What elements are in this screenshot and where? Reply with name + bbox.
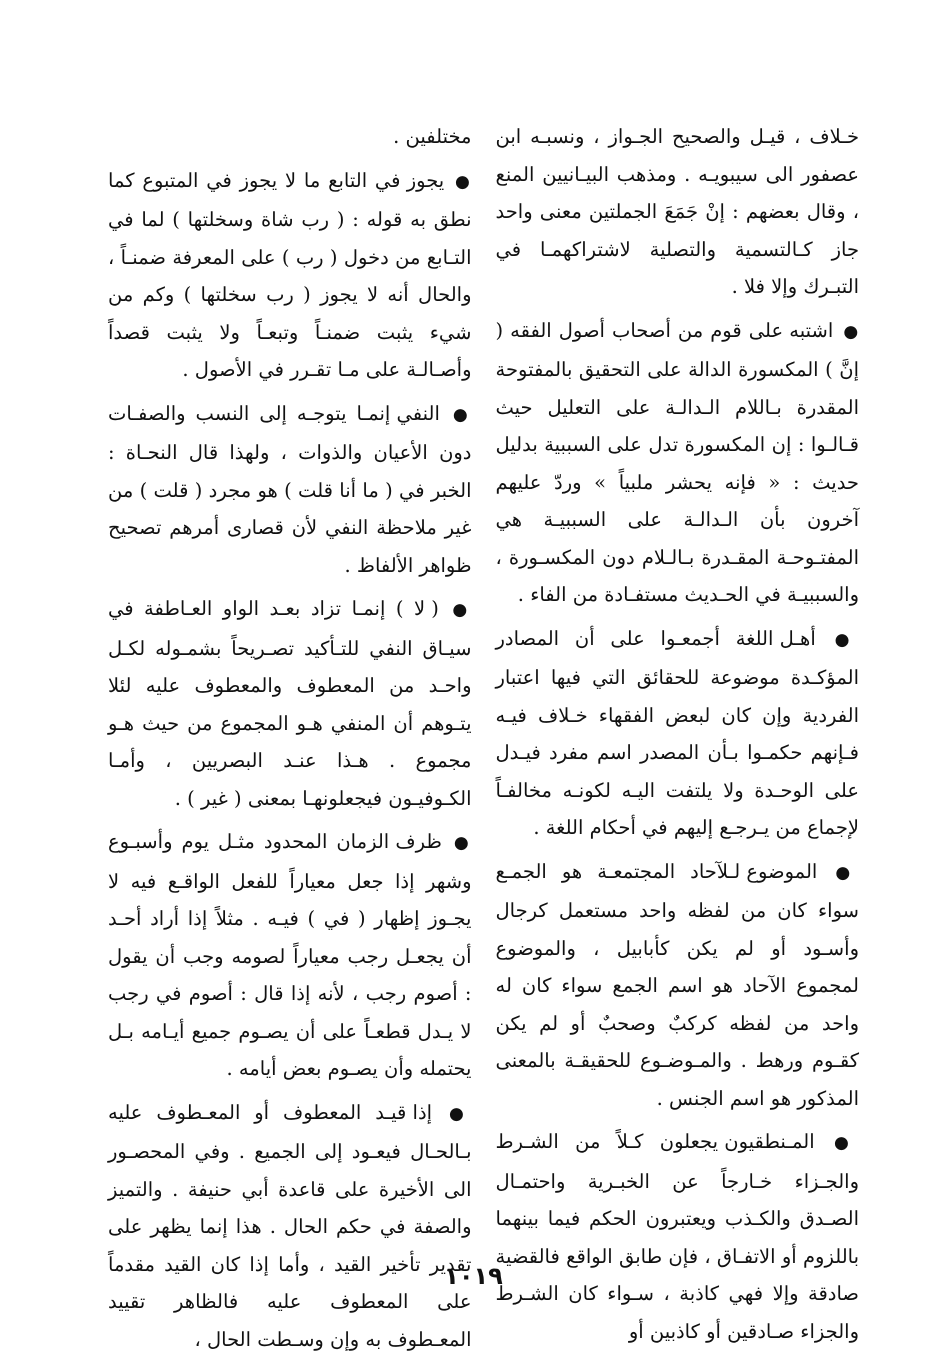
paragraph-text: يجوز في التابع ما لا يجوز في المتبوع كما نطق به قوله : ( رب شاة وسخلتها ) لما في التـابع من دخول ( رب ) على المعرفة ضمنـاً ، والحال أنه لا يجوز ( رب سخلتها ) وكم من شيء يثبت ضمنـاً وتبعـاً ولا يثبت قصداً وأصـالـة على مـا تقـرر في الأصول . (108, 169, 472, 382)
paragraph-text: ظرف الزمان المحدود مثـل يوم وأسبـوع وشهر إذا جعل معياراً للفعل الواقـع فيه لا يجـوز إظهار ( في ) فيـه . مثلاً إذا أراد أحـد أن يجعـل رجب معياراً لصومه وجب أن يقول : أصوم رجب ، لأنه إذا قال : أصوم في رجب لا يـدل قطعـاً على أن يصـوم جميع أيـامه بـل يحتمله وأن يصـوم بعض أيامه . (108, 830, 472, 1080)
bullet-icon: ● (834, 1133, 859, 1153)
paragraph (108, 162, 472, 389)
paragraph (108, 590, 472, 817)
paragraph-text: اشتبه على قوم من أصحاب أصول الفقه ( إنَّ ) المكسورة الدالة على التحقيق بالمفتوحة المقدرة بـاللام الـدالـة على التعليل حيث قـالـوا : إن المكسورة تدل على السببية بدليل حديث : « فإنه يحشر ملبياً » وردّ عليهم آخرون بأن الـدالـة على السببيـة هي المفتـوحـة المقـدرة بـالـلام دون المكسـورة ، والسببيـة في الحـديث مستفـادة من الفاء . (496, 319, 860, 607)
bullet-icon: ● (449, 1104, 472, 1124)
paragraph-text: ( لا ) إنمـا تزاد بعـد الواو العـاطفة في سيـاق النفي للتـأكيد تصـريحاً بشمـوله لكـل واحـد من المعطوف والمعطوف عليه لئلا يتـوهم أن المنفي هـو المجموع من حيث هـو مجموع . هـذا عنـد البصريين ، وأمـا الكـوفيـون فيجعلونهـا بمعنى ( غير ) . (108, 597, 472, 810)
bullet-icon: ● (843, 322, 859, 342)
bullet-icon: ● (835, 630, 859, 650)
paragraph (108, 395, 472, 585)
paragraph (496, 620, 860, 847)
paragraph (496, 312, 860, 614)
paragraph (108, 118, 472, 156)
bullet-icon: ● (453, 405, 472, 425)
paragraph (496, 1123, 860, 1350)
paragraph-text: المـنطقيون يجعلون كـلاً من الشـرط والجـزاء خـارجاً عن الخبـرية واحتمـال الصـدق والكـذب ويعتبرون الحكم فيما بينهما باللزوم أو الاتفـاق ، فإن طابق الواقع فالقضية صادقة وإلا فهي كاذبة ، سـواء كان الشـرط والجزاء صـادقين أو كاذبين أو (496, 1130, 860, 1343)
paragraph (496, 853, 860, 1118)
paragraph-text: إذا قيـد المعطوف أو المعـطوف عليه بـالحـال فيعـود إلى الجميع . وفي المحصـور الى الأخيرة على قاعدة أبي حنيفة . والتميز والصفة في حكم الحال . هذا إنما يظهر على تقدير تأخير القيد ، وأما إذا كان القيد مقدماً على المعطوف عليه فالظاهر تقييد المعـطوف به وإن وسـطت الحال ، (108, 1101, 472, 1351)
paragraph-text: مختلفين . (393, 125, 471, 148)
paragraph-text: الموضوع لـلآحاد المجتمعـة هو الجمـع سواء كان من لفظه واحد مستعمل كرجال وأسـود أو لم يكن كأبابيل ، والموضوع لمجموع الآحاد هو اسم الجمع سواء كان له واحد من لفظه كركبٌ وصحبٌ أو لم يكن كقـوم ورهط . والمـوضـوع للحقيقـة بالمعنى المذكور هو اسم الجنس . (496, 860, 860, 1110)
paragraph-text: النفي إنمـا يتوجـه إلى النسب والصفـات دون الأعيان والذوات ، ولهذا قال النحـاة : الخبر في ( ما أنا قلت ) هو مجرد ( قلت ) من غير ملاحظة النفي لأن قصارى أمرهم تصحيح ظواهر الألفاظ . (108, 402, 472, 577)
paragraph-text: أهـل اللغة أجمعـوا على أن المصادر المؤكـدة موضوعة للحقائق التي فيها اعتبار الفردية وإن كان لبعض الفقهاء خـلاف فيـه فـإنهم حكمـوا بـأن المصدر اسم مفرد فيـدل على الوحـدة ولا يلتفت اليـه لكونـه مخالفـاً لإجماع من يـرجـع إليهم في أحكام اللغة . (496, 627, 860, 840)
paragraph (108, 823, 472, 1088)
left-column (108, 118, 472, 1233)
bullet-icon: ● (835, 863, 859, 883)
right-column (496, 118, 860, 1233)
text-columns (108, 118, 859, 1233)
page-number: ١٠١٩ (0, 1262, 947, 1290)
bullet-icon: ● (452, 600, 471, 620)
paragraph (496, 118, 860, 306)
paragraph-text: خـلاف ، قيـل والصحيح الجـواز ، ونسبـه ابن عصفور الى سيبويـه . ومذهب البيـانيين المنع ، وقال بعضهم : إنْ جَمَعَ الجملتين معنى واحد جاز كـالتسمية والتصلية لاشتراكهمـا في التبـرك وإلا فلا . (496, 125, 860, 298)
bullet-icon: ● (455, 172, 471, 192)
paragraph (108, 1094, 472, 1358)
bullet-icon: ● (454, 833, 472, 853)
